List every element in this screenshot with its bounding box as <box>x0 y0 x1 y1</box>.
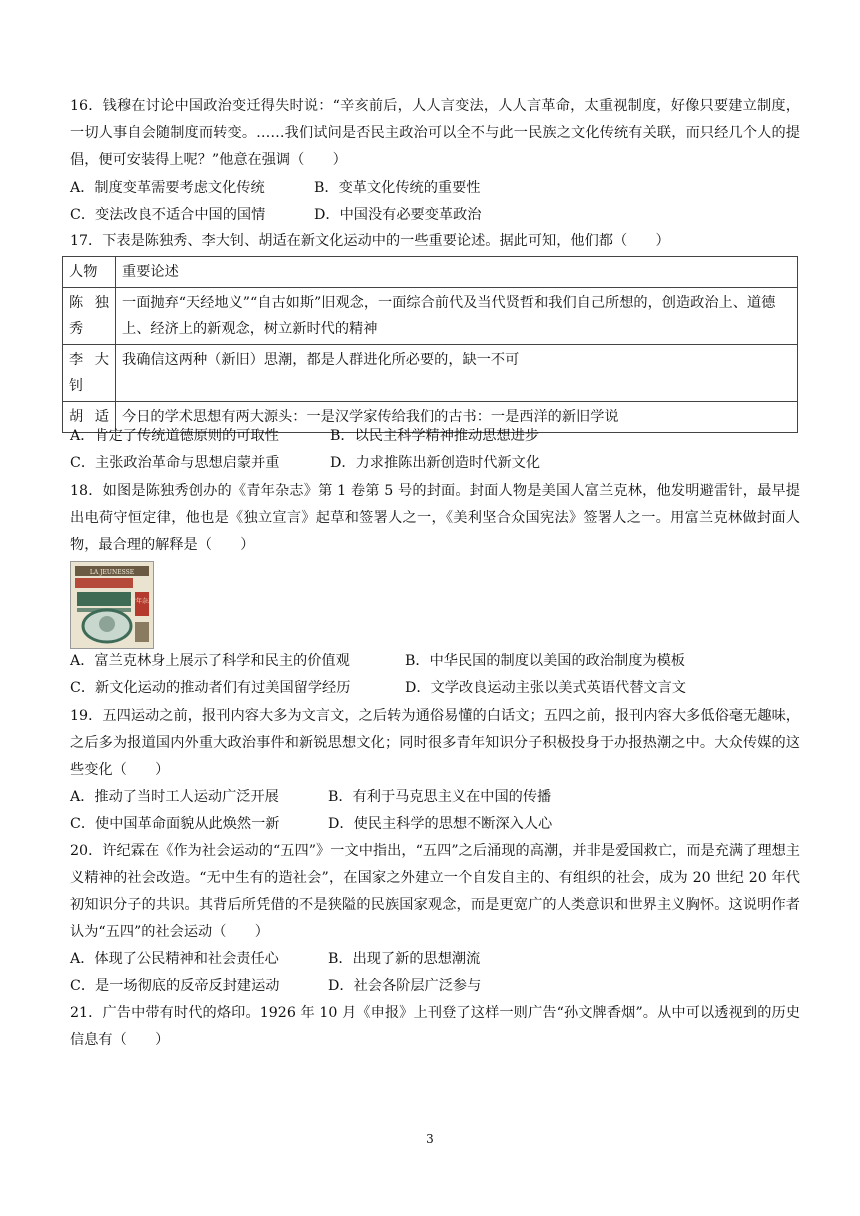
cover-title-text: LA JEUNESSE <box>89 569 135 576</box>
table-cell-statement: 今日的学术思想有两大源头：一是汉学家传给我们的古书：一是西洋的新旧学说 <box>116 402 798 433</box>
q18-option-d[interactable]: D．文学改良运动主张以美式英语代替文言文 <box>405 680 686 696</box>
q19-options-row2 <box>70 811 552 837</box>
q16-option-d[interactable]: D．中国没有必要变革政治 <box>314 207 482 223</box>
q20-option-d[interactable]: D．社会各阶层广泛参与 <box>328 978 482 994</box>
q17-table <box>62 256 798 433</box>
q18-options-row1 <box>70 648 685 674</box>
q16-option-b[interactable]: B．变革文化传统的重要性 <box>314 180 481 196</box>
q21-stem: 21．广告中带有时代的烙印。1926 年 10 月《申报》上刊登了这样一则广告“孙文牌香烟”。从中可以透视到的历史信息有（ ） <box>70 1005 800 1048</box>
q17-options-row1 <box>70 423 539 449</box>
table-cell-statement: 一面抛弃“天经地义”“自古如斯”旧观念，一面综合前代及当代贤哲和我们自己所想的，创造政治上、道德上、经济上的新观念，树立新时代的精神 <box>116 288 798 345</box>
q20-options-row2 <box>70 973 481 999</box>
q19-option-b[interactable]: B．有利于马克思主义在中国的传播 <box>328 789 552 805</box>
q20-option-a[interactable]: A．体现了公民精神和社会责任心 <box>70 951 279 967</box>
q19-option-c[interactable]: C．使中国革命面貌从此焕然一新 <box>70 816 280 832</box>
q20-option-c[interactable]: C．是一场彻底的反帝反封建运动 <box>70 978 280 994</box>
q16-options-row2 <box>70 202 481 228</box>
table-cell-person: 李大钊 <box>63 345 116 402</box>
q17-option-d[interactable]: D．力求推陈出新创造时代新文化 <box>330 455 541 471</box>
table-cell-person: 陈独秀 <box>63 288 116 345</box>
q18-option-b[interactable]: B．中华民国的制度以美国的政治制度为模板 <box>405 653 685 669</box>
table-cell-person: 胡适 <box>63 402 116 433</box>
q18-option-c[interactable]: C．新文化运动的推动者们有过美国留学经历 <box>70 680 351 696</box>
table-cell-statement: 我确信这两种（新旧）思潮，都是人群进化所必要的，缺一不可 <box>116 345 798 402</box>
q16-option-a[interactable]: A．制度变革需要考虑文化传统 <box>70 180 265 196</box>
q19-stem: 19．五四运动之前，报刊内容大多为文言文，之后转为通俗易懂的白话文；五四之前，报刊内容大多低俗毫无趣味，之后多为报道国内外重大政治事件和新锐思想文化；同时很多青年知识分子积极投身于办报热潮之中。大众传媒的这些变化（ ） <box>70 708 800 778</box>
q20-stem: 20．许纪霖在《作为社会运动的“五四”》一文中指出，“五四”之后涌现的高潮，并非是爱国救亡，而是充满了理想主义精神的社会改造。“无中生有的造社会”，在国家之外建立一个自发自主的、有组织的社会，成为 20 世纪 20 年代初知识分子的共识。其背后所凭借的不是狭隘的民族国家观念，而是更宽广的人类意识和世界主义胸怀。这说明作者认为“五四”的社会运动（ ） <box>70 843 800 940</box>
page-number: 3 <box>426 1132 434 1146</box>
table-header-row <box>63 257 798 288</box>
q18-option-a[interactable]: A．富兰克林身上展示了科学和民主的价值观 <box>70 653 350 669</box>
q19-options-row1 <box>70 784 551 810</box>
q17-option-c[interactable]: C．主张政治革命与思想启蒙并重 <box>70 455 280 471</box>
q18-options-row2 <box>70 675 686 701</box>
magazine-cover-illustration <box>71 562 153 648</box>
magazine-cover-image <box>70 561 154 649</box>
q16-stem: 16．钱穆在讨论中国政治变迁得失时说：“辛亥前后，人人言变法，人人言革命，太重视制度，好像只要建立制度，一切人事自会随制度而转变。……我们试问是否民主政治可以全不与此一民族之文化传统有关联，而只经几个人的提倡，便可安装得上呢？”他意在强调（ ） <box>70 98 800 168</box>
q17-stem: 17．下表是陈独秀、李大钊、胡适在新文化运动中的一些重要论述。据此可知，他们都（ ） <box>70 233 670 249</box>
q20-options-row1 <box>70 946 480 972</box>
table-header-cell: 重要论述 <box>116 257 798 288</box>
q16-option-c[interactable]: C．变法改良不适合中国的国情 <box>70 207 266 223</box>
q17-option-a[interactable]: A．肯定了传统道德原则的可取性 <box>70 428 279 444</box>
q19-option-d[interactable]: D．使民主科学的思想不断深入人心 <box>328 816 553 832</box>
q17-option-b[interactable]: B．以民主科学精神推动思想进步 <box>330 428 540 444</box>
q19-option-a[interactable]: A．推动了当时工人运动广泛开展 <box>70 789 279 805</box>
q20-option-b[interactable]: B．出现了新的思想潮流 <box>328 951 481 967</box>
cover-side-text: 青年杂志 <box>129 598 153 605</box>
table-row <box>63 345 798 402</box>
table-row <box>63 288 798 345</box>
q18-stem: 18．如图是陈独秀创办的《青年杂志》第 1 卷第 5 号的封面。封面人物是美国人富兰克林，他发明避雷针，最早提出电荷守恒定律，他也是《独立宣言》起草和签署人之一，《美利坚合众国宪法》签署人之一。用富兰克林做封面人物，最合理的解释是（ ） <box>70 483 800 553</box>
q16-options-row1 <box>70 175 481 201</box>
table-header-cell: 人物 <box>63 257 116 288</box>
q17-options-row2 <box>70 450 540 476</box>
